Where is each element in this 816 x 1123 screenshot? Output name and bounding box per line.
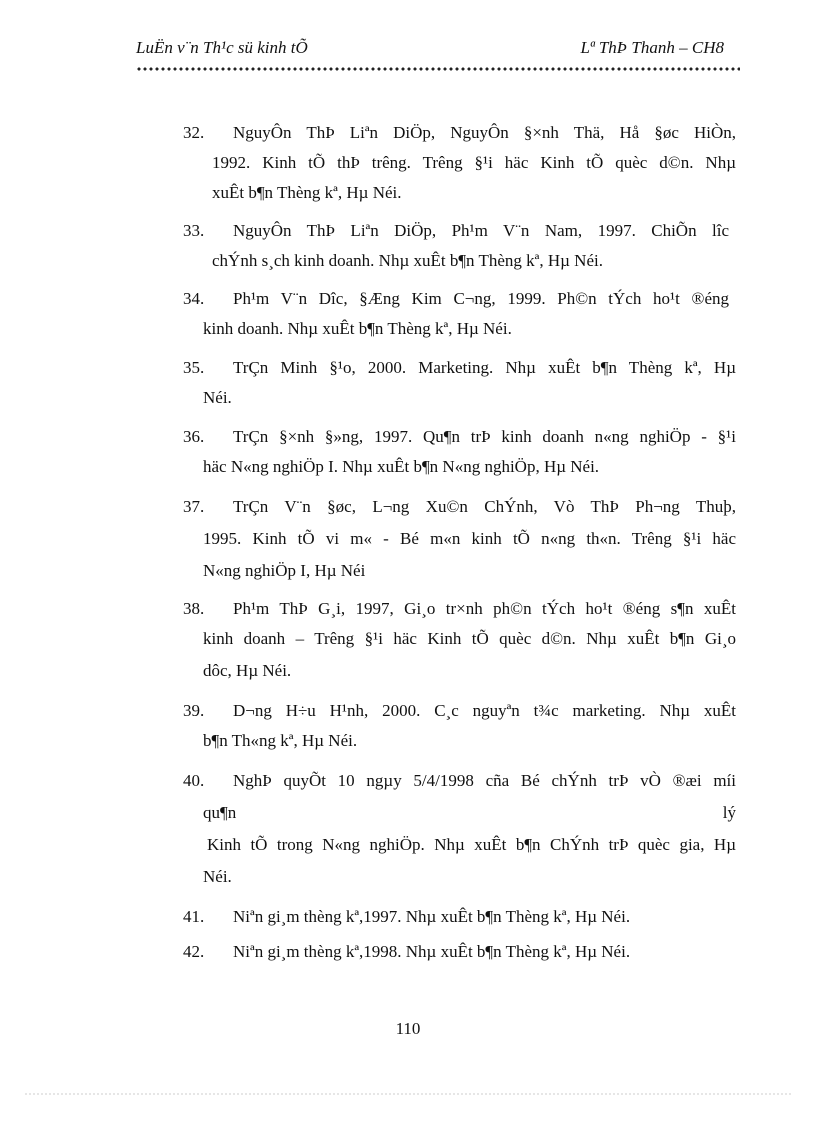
- reference-number: 37.: [183, 497, 205, 516]
- reference-number: 40.: [183, 771, 205, 790]
- reference-line: Niªn gi¸m thèng kª,1998. Nhµ xuÊt b¶n Thèng kª, Hµ Néi.: [233, 942, 631, 961]
- reference-line: Néi.: [203, 388, 232, 407]
- reference-line: NguyÔn ThÞ Liªn DiÖp, NguyÔn §×nh Thä, Hå §øc HiÒn,: [233, 123, 736, 142]
- reference-line: Ph¹m V¨n Dîc, §Æng Kim C¬ng, 1999. Ph©n tÝch ho¹t ®éng: [233, 289, 729, 308]
- reference-line: NguyÔn ThÞ Liªn DiÖp, Ph¹m V¨n Nam, 1997. ChiÕn lîc: [233, 221, 729, 240]
- reference-line: 1992. Kinh tÕ thÞ trêng. Trêng §¹i häc Kinh tÕ quèc d©n. Nhµ: [212, 153, 736, 172]
- reference-line: Kinh tÕ trong N«ng nghiÖp. Nhµ xuÊt b¶n ChÝnh trÞ quèc gia, Hµ: [207, 835, 736, 854]
- reference-line: kinh doanh – Trêng §¹i häc Kinh tÕ quèc d©n. Nhµ xuÊt b¶n Gi¸o: [203, 629, 736, 648]
- reference-line: kinh doanh. Nhµ xuÊt b¶n Thèng kª, Hµ Néi.: [203, 319, 512, 338]
- reference-line: D¬ng H÷u H¹nh, 2000. C¸c nguyªn t¾c marketing. Nhµ xuÊt: [233, 701, 736, 720]
- page-bottom-rule: [24, 1093, 792, 1095]
- reference-line: NghÞ quyÕt 10 ngµy 5/4/1998 cña Bé chÝnh trÞ vÒ ®æi míi: [233, 771, 736, 790]
- reference-line: häc N«ng nghiÖp I. Nhµ xuÊt b¶n N«ng nghiÖp, Hµ Néi.: [203, 457, 600, 476]
- header-author: Lª ThÞ Thanh – CH8: [580, 38, 724, 57]
- reference-line: Niªn gi¸m thèng kª,1997. Nhµ xuÊt b¶n Thèng kª, Hµ Néi.: [233, 907, 631, 926]
- reference-line: qu¶n lý: [203, 803, 736, 822]
- page-number: 110: [395, 1019, 421, 1038]
- reference-number: 32.: [183, 123, 205, 142]
- reference-number: 34.: [183, 289, 205, 308]
- header-thesis-title: LuËn v¨n Th¹c sü kinh tÕ: [136, 38, 308, 57]
- reference-number: 35.: [183, 358, 205, 377]
- reference-line: 1995. Kinh tÕ vi m« - Bé m«n kinh tÕ n«ng th«n. Trêng §¹i häc: [203, 529, 736, 548]
- reference-line: TrÇn V¨n §øc, L¬ng Xu©n ChÝnh, Vò ThÞ Ph¬ng Thuþ,: [233, 497, 736, 516]
- reference-line: dôc, Hµ Néi.: [203, 661, 292, 680]
- reference-number: 38.: [183, 599, 205, 618]
- reference-number: 41.: [183, 907, 205, 926]
- reference-number: 42.: [183, 942, 205, 961]
- reference-line: chÝnh s¸ch kinh doanh. Nhµ xuÊt b¶n Thèng kª, Hµ Néi.: [212, 251, 603, 270]
- reference-number: 39.: [183, 701, 205, 720]
- reference-number: 36.: [183, 427, 205, 446]
- reference-line: TrÇn §×nh §»ng, 1997. Qu¶n trÞ kinh doanh n«ng nghiÖp - §¹i: [233, 427, 736, 446]
- reference-line: Néi.: [203, 867, 232, 886]
- header-dotted-rule: [136, 66, 740, 72]
- reference-line: Ph¹m ThÞ G¸i, 1997, Gi¸o tr×nh ph©n tÝch ho¹t ®éng s¶n xuÊt: [233, 599, 736, 618]
- reference-line: b¶n Th«ng kª, Hµ Néi.: [203, 731, 358, 750]
- reference-line: xuÊt b¶n Thèng kª, Hµ Néi.: [212, 183, 402, 202]
- reference-number: 33.: [183, 221, 205, 240]
- reference-line: N«ng nghiÖp I, Hµ Néi: [203, 561, 366, 580]
- reference-line: TrÇn Minh §¹o, 2000. Marketing. Nhµ xuÊt b¶n Thèng kª, Hµ: [233, 358, 736, 377]
